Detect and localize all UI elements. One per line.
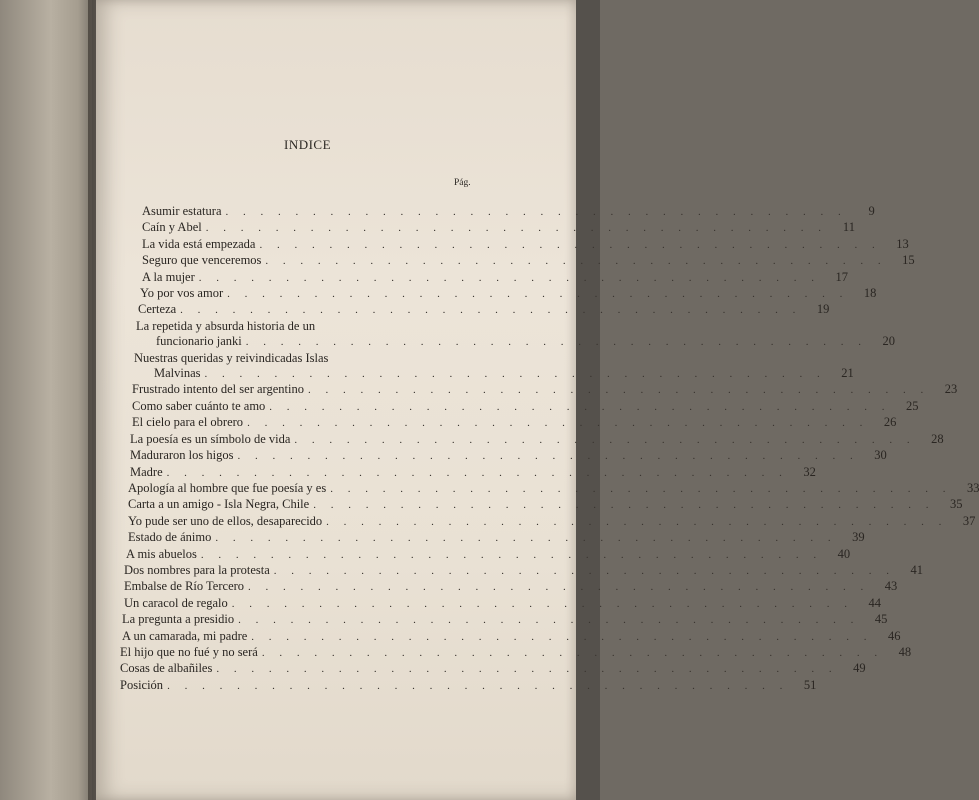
toc-entry-page: 35 — [949, 497, 963, 512]
leader-dots: . . . . . . . . . . . . . . . . . . . . . . . . . . . . . . . . . . . . — [167, 679, 789, 692]
leader-dots: . . . . . . . . . . . . . . . . . . . . . . . . . . . . . . . . . . . . — [259, 238, 881, 251]
toc-entry-page: 51 — [803, 677, 817, 692]
toc-entry — [120, 398, 919, 415]
toc-entry — [120, 431, 944, 448]
toc-entry-title: La poesía es un símbolo de vida — [130, 431, 291, 446]
toc-entry-page: 40 — [837, 546, 851, 561]
toc-entry-title: Apología al hombre que fue poesía y es — [128, 480, 327, 495]
toc-entry — [120, 204, 875, 220]
toc-entry-page: 23 — [944, 382, 958, 397]
leader-dots: . . . . . . . . . . . . . . . . . . . . . . . . . . . . . . . . . . . . — [326, 515, 948, 528]
leader-dots: . . . . . . . . . . . . . . . . . . . . . . . . . . . . . . . . . . . . — [204, 368, 826, 381]
toc-entry — [120, 334, 895, 350]
toc-entry-page: 39 — [852, 530, 865, 545]
toc-entry — [120, 480, 979, 497]
toc-entry-title: Cosas de albañiles — [120, 661, 213, 676]
toc-entry — [120, 644, 912, 661]
toc-entry-title: Frustrado intento del ser argentino — [132, 382, 304, 397]
leader-dots: . . . . . . . . . . . . . . . . . . . . . . . . . . . . . . . . . . . . — [237, 450, 859, 463]
leader-dots: . . . . . . . . . . . . . . . . . . . . . . . . . . . . . . . . . . . . — [330, 482, 952, 495]
toc-entry-page: 44 — [868, 595, 882, 610]
leader-dots: . . . . . . . . . . . . . . . . . . . . . . . . . . . . . . . . . . . . — [294, 433, 916, 446]
toc-entry-line: Nuestras queridas y reivindicadas Islas — [134, 350, 329, 365]
leader-dots: . . . . . . . . . . . . . . . . . . . . . . . . . . . . . . . . . . . . — [238, 614, 860, 627]
leader-dots: . . . . . . . . . . . . . . . . . . . . . . . . . . . . . . . . . . . . — [231, 597, 854, 610]
leader-dots: . . . . . . . . . . . . . . . . . . . . . . . . . . . . . . . . . . . . — [205, 222, 827, 235]
toc-entry — [120, 661, 866, 677]
toc-entry — [120, 530, 865, 546]
toc-entry-page: 9 — [868, 204, 875, 218]
toc-entry-page: 28 — [931, 431, 944, 446]
leader-dots: . . . . . . . . . . . . . . . . . . . . . . . . . . . . . . . . . . . . — [269, 400, 891, 413]
leader-dots: . . . . . . . . . . . . . . . . . . . . . . . . . . . . . . . . . . . . — [273, 564, 896, 577]
toc-entry — [120, 220, 855, 236]
toc-entry — [120, 677, 817, 694]
leader-dots: . . . . . . . . . . . . . . . . . . . . . . . . . . . . . . . . . . . . — [265, 255, 887, 268]
toc-entry-title: La pregunta a presidio — [122, 612, 235, 627]
toc-entry-title: Yo por vos amor — [140, 286, 224, 301]
toc-entry — [120, 302, 830, 318]
leader-dots: . . . . . . . . . . . . . . . . . . . . . . . . . . . . . . . . . . . . — [261, 646, 884, 659]
toc-entry-page: 46 — [888, 628, 901, 643]
toc-entry-page: 32 — [803, 464, 816, 479]
leader-dots: . . . . . . . . . . . . . . . . . . . . . . . . . . . . . . . . . . . . — [198, 271, 821, 284]
toc-entry-title: Madre — [130, 464, 163, 479]
toc-entry — [120, 612, 888, 628]
leader-dots: . . . . . . . . . . . . . . . . . . . . . . . . . . . . . . . . . . . . — [307, 384, 930, 397]
toc-entry-title: La vida está empezada — [142, 236, 256, 251]
toc-entry-title: Posición — [120, 677, 164, 692]
toc-entry-page: 37 — [962, 513, 976, 528]
toc-entry — [120, 546, 851, 563]
toc-entry — [120, 513, 976, 530]
toc-entry-title: Malvinas — [154, 366, 201, 381]
page-title: INDICE — [284, 137, 332, 152]
toc-entry-title: Maduraron los higos — [130, 448, 234, 463]
toc-entry-page: 33 — [966, 480, 979, 495]
toc-entry-title: El cielo para el obrero — [132, 415, 244, 430]
leader-dots: . . . . . . . . . . . . . . . . . . . . . . . . . . . . . . . . . . . . — [200, 548, 823, 561]
toc-entry-title: Caín y Abel — [142, 220, 202, 235]
page-column-label: Pág. — [454, 178, 471, 188]
leader-dots: . . . . . . . . . . . . . . . . . . . . . . . . . . . . . . . . . . . . — [216, 663, 838, 676]
leader-dots: . . . . . . . . . . . . . . . . . . . . . . . . . . . . . . . . . . . . — [215, 532, 837, 545]
leader-dots: . . . . . . . . . . . . . . . . . . . . . . . . . . . . . . . . . . . . — [227, 288, 849, 301]
toc-entry-page: 20 — [882, 334, 895, 349]
leader-dots: . . . . . . . . . . . . . . . . . . . . . . . . . . . . . . . . . . . . — [247, 417, 869, 430]
toc-entry-title: funcionario janki — [156, 334, 242, 349]
toc-entry-page: 49 — [853, 661, 866, 676]
leader-dots: . . . . . . . . . . . . . . . . . . . . . . . . . . . . . . . . . . . . — [180, 304, 802, 317]
toc-entry-page: 41 — [910, 562, 924, 577]
toc-entry — [120, 464, 816, 481]
leader-dots: . . . . . . . . . . . . . . . . . . . . . . . . . . . . . . . . . . . . — [166, 466, 788, 479]
toc-entry-title: Un caracol de regalo — [124, 595, 228, 610]
toc-entry — [120, 253, 915, 269]
toc-entry-page: 43 — [884, 579, 898, 594]
toc-entry-page: 25 — [906, 398, 919, 413]
toc-entry-title: Yo pude ser uno de ellos, desaparecido — [128, 513, 323, 528]
toc-entry-title: Seguro que venceremos — [142, 253, 262, 268]
toc-entry-page: 21 — [841, 366, 854, 381]
toc-entry-title: A un camarada, mi padre — [122, 628, 248, 643]
table-of-contents — [120, 204, 979, 694]
toc-entry-page: 13 — [896, 236, 909, 251]
toc-entry-page: 15 — [902, 253, 915, 268]
toc-entry — [120, 628, 901, 645]
leader-dots: . . . . . . . . . . . . . . . . . . . . . . . . . . . . . . . . . . . . — [248, 581, 870, 594]
toc-entry-title: Carta a un amigo - Isla Negra, Chile — [128, 497, 310, 512]
toc-entry-page: 48 — [898, 644, 912, 659]
toc-entry-title: Embalse de Río Tercero — [124, 579, 245, 594]
toc-entry-title: A la mujer — [142, 269, 195, 284]
toc-entry-page: 30 — [874, 448, 887, 463]
toc-entry-title: Estado de ánimo — [128, 530, 212, 545]
toc-entry-page: 26 — [883, 415, 897, 430]
toc-entry — [120, 366, 854, 382]
toc-entry — [120, 286, 877, 302]
toc-entry-title: Dos nombres para la protesta — [124, 562, 270, 577]
toc-entry — [120, 415, 897, 431]
toc-entry — [120, 562, 924, 579]
toc-entry-title: A mis abuelos — [126, 546, 197, 561]
toc-entry-line: La repetida y absurda historia de un — [136, 318, 316, 333]
toc-entry-title: Certeza — [138, 302, 177, 317]
toc-entry — [120, 579, 898, 595]
toc-entry — [120, 448, 887, 464]
left-page-edge — [0, 0, 92, 800]
leader-dots: . . . . . . . . . . . . . . . . . . . . . . . . . . . . . . . . . . . . — [245, 336, 867, 349]
toc-entry-title: El hijo que no fué y no será — [120, 644, 258, 659]
leader-dots: . . . . . . . . . . . . . . . . . . . . . . . . . . . . . . . . . . . . — [251, 630, 873, 643]
toc-entry-page: 19 — [816, 302, 830, 317]
toc-entry — [120, 382, 958, 398]
toc-entry — [120, 236, 909, 253]
leader-dots: . . . . . . . . . . . . . . . . . . . . . . . . . . . . . . . . . . . . — [225, 206, 847, 218]
toc-entry-page: 18 — [863, 286, 877, 301]
toc-entry — [120, 269, 849, 286]
toc-entry-title: Asumir estatura — [142, 204, 222, 218]
toc-entry — [120, 595, 882, 612]
toc-entry — [120, 497, 963, 513]
toc-entry-page: 45 — [874, 612, 888, 627]
toc-entry-page: 17 — [835, 269, 849, 284]
toc-entry-title: Como saber cuánto te amo — [132, 398, 266, 413]
toc-entry-page: 11 — [842, 220, 855, 235]
leader-dots: . . . . . . . . . . . . . . . . . . . . . . . . . . . . . . . . . . . . — [313, 499, 935, 512]
